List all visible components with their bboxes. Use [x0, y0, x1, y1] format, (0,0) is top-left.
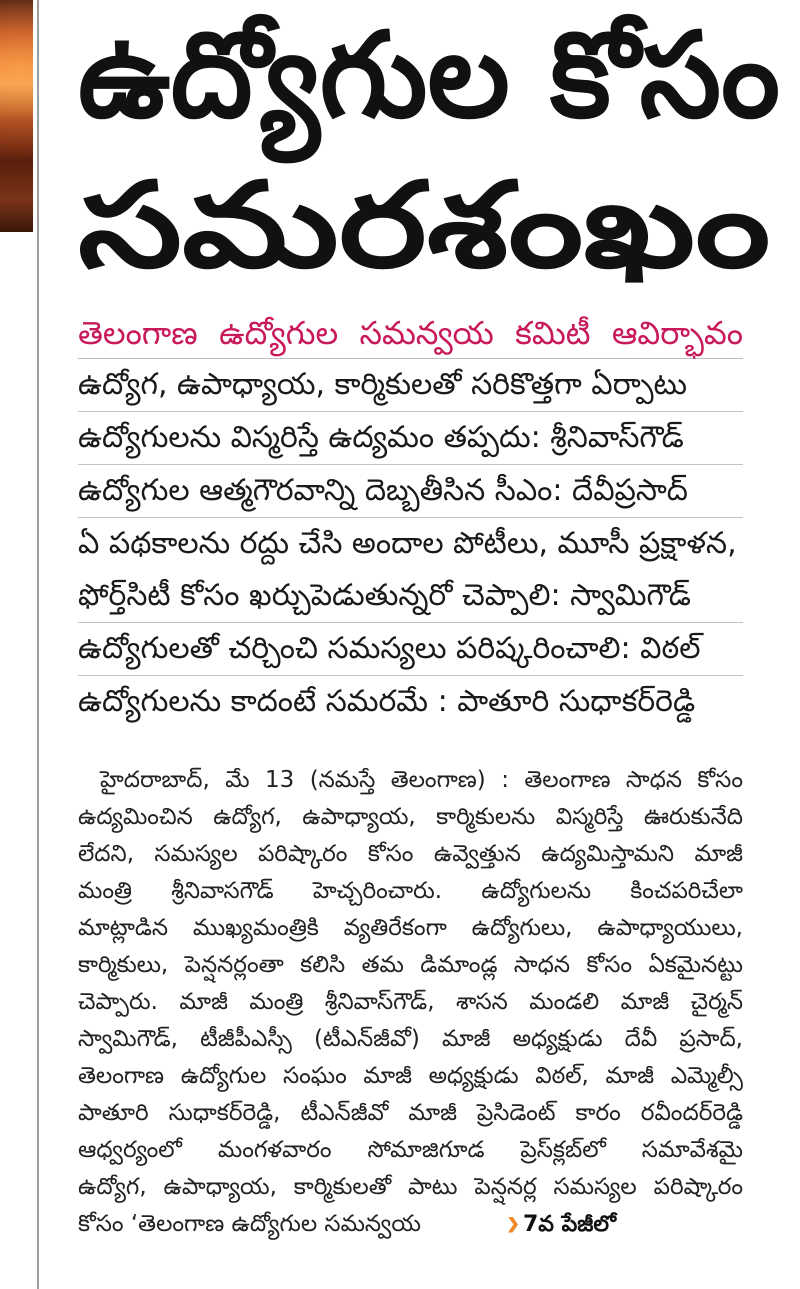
highlight-line: ఉద్యోగులతో చర్చించి సమస్యలు పరిష్కరించాలి: విఠల్	[78, 631, 701, 666]
body-line: కార్మికులు, పెన్షనర్లంతా కలిసి తమ డిమాండ్ల సాధన కోసం ఏకమైనట్టు	[78, 952, 743, 978]
headline-text-1: ఉద్యోగుల కోసం	[78, 6, 780, 144]
body-line: మంత్రి శ్రీనివాసగౌడ్ హెచ్చరించారు. ఉద్యోగులను కించపరిచేలా	[78, 878, 743, 904]
highlight-line: ఉద్యోగులను కాదంటే సమరమే : పాతూరి సుధాకర్‌రెడ్డి	[78, 684, 696, 719]
highlight-item	[78, 623, 743, 676]
headline-text-2: సమరశంఖం	[78, 156, 771, 294]
highlights-list	[78, 359, 743, 728]
body-line: హైదరాబాద్, మే 13 (నమస్తే తెలంగాణ) : తెలంగాణ సాధన కోసం	[100, 767, 743, 793]
highlight-line: ఉద్యోగుల ఆత్మగౌరవాన్ని దెబ్బతీసిన సీఎం: దేవీప్రసాద్	[78, 473, 688, 508]
highlight-line: ఫోర్త్‌సిటీ కోసం ఖర్చుపెడుతున్నరో చెప్పాలి: స్వామిగౌడ్	[78, 578, 691, 613]
highlight-line: ఉద్యోగ, ఉపాధ్యాయ, కార్మికులతో సరికొత్తగా ఏర్పాటు	[78, 367, 688, 402]
continuation-text: 7వ పేజీలో	[523, 1212, 616, 1237]
article	[78, 0, 780, 1243]
article-body	[78, 762, 743, 1243]
continuation-marker	[508, 1206, 616, 1243]
body-last-line	[78, 1206, 743, 1243]
highlight-item	[78, 359, 743, 412]
highlight-line: ఉద్యోగులను విస్మరిస్తే ఉద్యమం తప్పదు: శ్రీనివాస్‌గౌడ్	[78, 420, 684, 455]
body-line: పాతూరి సుధాకర్‌రెడ్డి, టీఎన్‌జీవో మాజీ ప్రెసిడెంట్ కారం రవీందర్‌రెడ్డి	[78, 1100, 743, 1126]
highlight-item	[78, 465, 743, 518]
column-rule	[37, 0, 39, 1289]
headline-line-1	[78, 0, 780, 150]
photo-fragment	[0, 0, 33, 232]
highlight-item	[78, 412, 743, 465]
body-line: తెలంగాణ ఉద్యోగుల సంఘం మాజీ అధ్యక్షుడు విఠల్, మాజీ ఎమ్మెల్సీ	[78, 1063, 743, 1089]
body-line: మాట్లాడిన ముఖ్యమంత్రికి వ్యతిరేకంగా ఉద్యోగులు, ఉపాధ్యాయులు,	[78, 915, 743, 941]
body-line: చెప్పారు. మాజీ మంత్రి శ్రీనివాస్‌గౌడ్, శాసన మండలి మాజీ చైర్మన్	[78, 989, 743, 1015]
chevron-right-icon	[508, 1217, 518, 1233]
body-line: ఆధ్వర్యంలో మంగళవారం సోమాజిగూడ ప్రెస్‌క్లబ్‌లో సమావేశమై	[78, 1137, 743, 1163]
highlight-line: ఏ పథకాలను రద్దు చేసి అందాల పోటీలు, మూసీ ప్రక్షాళన,	[78, 526, 737, 561]
body-line: స్వామిగౌడ్, టీజీపీఎస్సీ (టీఎన్‌జీవో) మాజీ అధ్యక్షుడు దేవీ ప్రసాద్,	[78, 1026, 743, 1052]
body-line: కోసం ‘తెలంగాణ ఉద్యోగుల సమన్వయ	[78, 1211, 421, 1237]
body-line: లేదని, సమస్యల పరిష్కారం కోసం ఉవ్వెత్తున ఉద్యమిస్తామని మాజీ	[78, 841, 743, 867]
body-line: ఉద్యోగ, ఉపాధ్యాయ, కార్మికులతో పాటు పెన్షనర్ల సమస్యల పరిష్కారం	[78, 1174, 743, 1200]
body-line: ఉద్యమించిన ఉద్యోగ, ఉపాధ్యాయ, కార్మికులను విస్మరిస్తే ఊరుకునేది	[78, 804, 743, 830]
highlight-item	[78, 518, 743, 623]
highlight-item	[78, 676, 743, 728]
subheadline: తెలంగాణ ఉద్యోగుల సమన్వయ కమిటీ ఆవిర్భావం	[78, 308, 743, 359]
headline-line-2	[78, 150, 770, 300]
